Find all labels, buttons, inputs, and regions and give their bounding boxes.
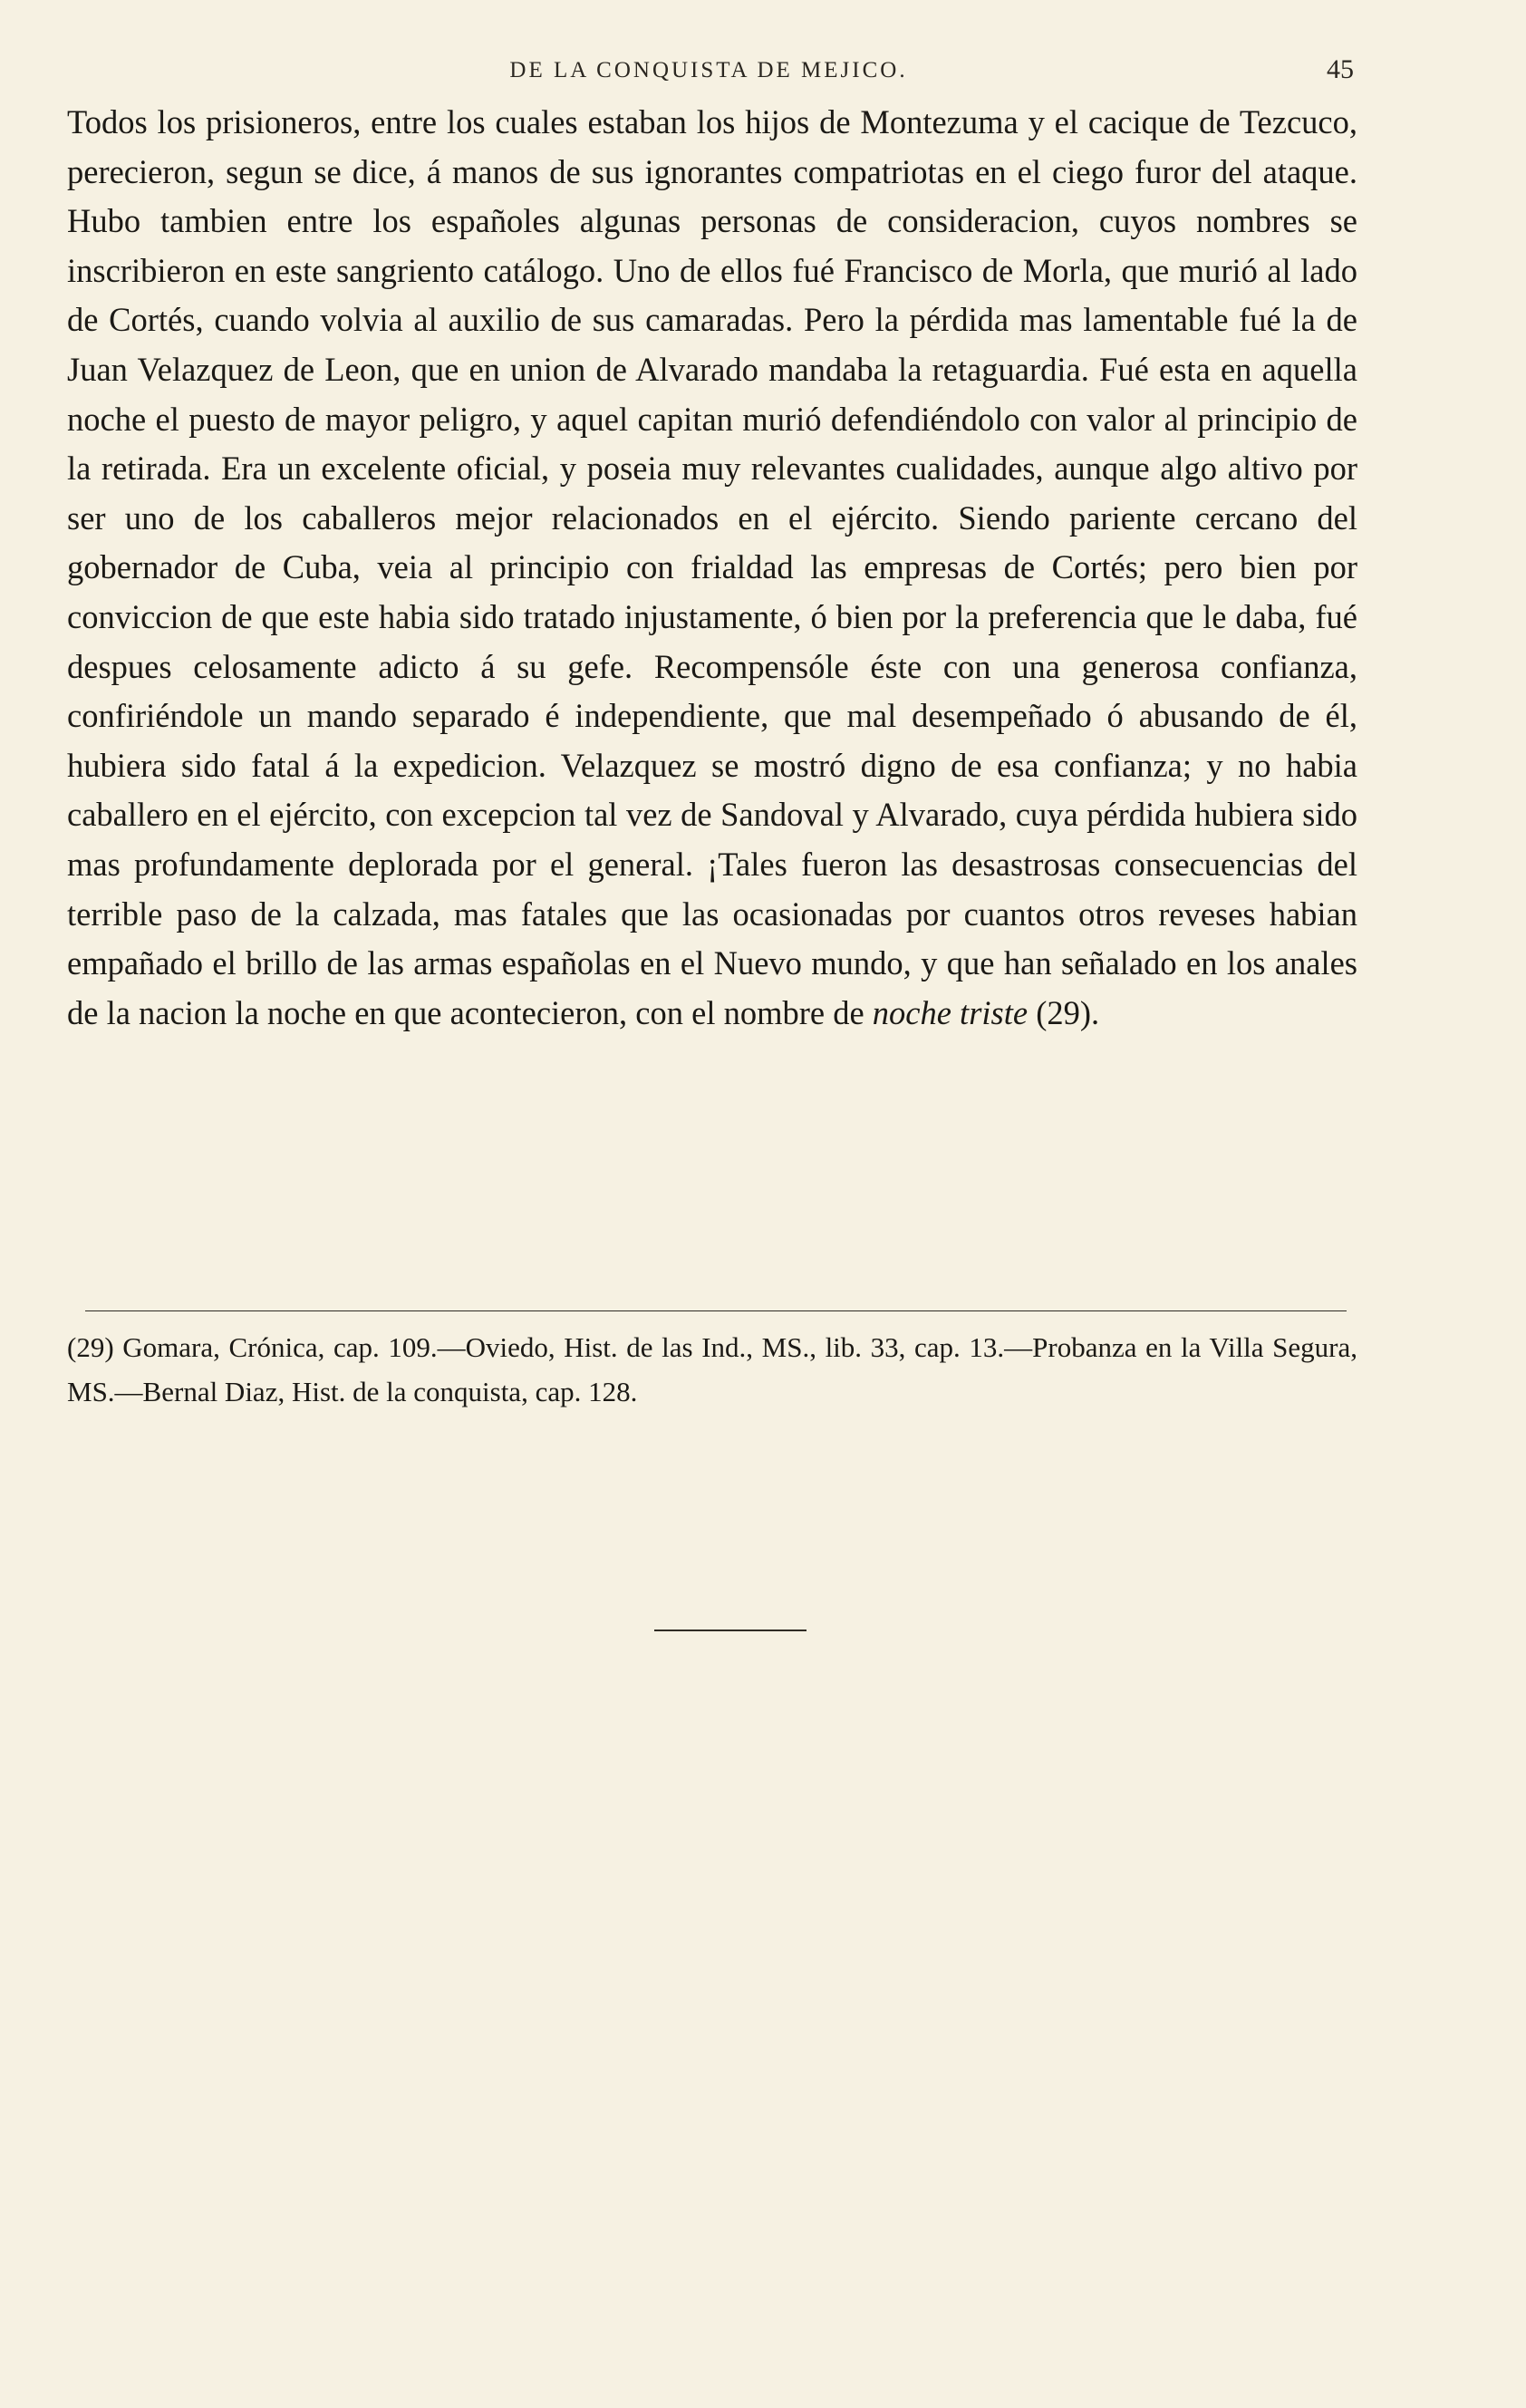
end-divider	[654, 1630, 806, 1631]
body-paragraph	[67, 98, 1357, 1038]
footnote-divider	[85, 1310, 1347, 1311]
running-head: DE LA CONQUISTA DE MEJICO.	[509, 58, 908, 82]
body-text-end: (29).	[1028, 993, 1100, 1031]
page-header	[63, 51, 1354, 96]
italic-phrase: noche triste	[872, 993, 1029, 1031]
page-number: 45	[1327, 54, 1354, 84]
footnote: (29) Gomara, Crónica, cap. 109.—Oviedo, Hist. de las Ind., MS., lib. 33, cap. 13.—Probanza en la Villa Segura, MS.—Bernal Diaz, Hist. de la conquista, cap. 128.	[67, 1331, 1357, 1407]
body-text-main: Todos los prisioneros, entre los cuales estaban los hijos de Montezuma y el cacique de Tezcuco, perecieron, segun se dice, á manos de sus ignorantes compatriotas en el ciego furor del ataque. Hubo tambien entre los españoles algunas personas de consideracion, cuyos nombres se inscribieron en este sangriento catálogo. Uno de ellos fué Francisco de Morla, que murió al lado de Cortés, cuando volvia al auxilio de sus camaradas. Pero la pérdida mas lamentable fué la de Juan Velazquez de Leon, que en union de Alvarado mandaba la retaguardia. Fué esta en aquella noche el puesto de mayor peligro, y aquel capitan murió defendiéndolo con valor al principio de la retirada. Era un excelente oficial, y poseia muy relevantes cualidades, aunque algo altivo por ser uno de los caballeros mejor relacionados en el ejército. Siendo pariente cercano del gobernador de Cuba, veia al principio con frialdad las empresas de Cortés; pero bien por conviccion de que este habia sido tratado injustamente, ó bien por la preferencia que le daba, fué despues celosamente adicto á su gefe. Recompensóle éste con una generosa confianza, confiriéndole un mando separado é independiente, que mal desempeñado ó abusando de él, hubiera sido fatal á la expedicion. Velazquez se mostró digno de esa confianza; y no habia caballero en el ejército, con excepcion tal vez de Sandoval y Alvarado, cuya pérdida hubiera sido mas profundamente deplorada por el general. ¡Tales fueron las desastrosas consecuencias del terrible paso de la calzada, mas fatales que las ocasionadas por cuantos otros reveses habian empañado el brillo de las armas españolas en el Nuevo mundo, y que han señalado en los anales de la nacion la noche en que acontecieron, con el nombre de	[67, 103, 1357, 1031]
